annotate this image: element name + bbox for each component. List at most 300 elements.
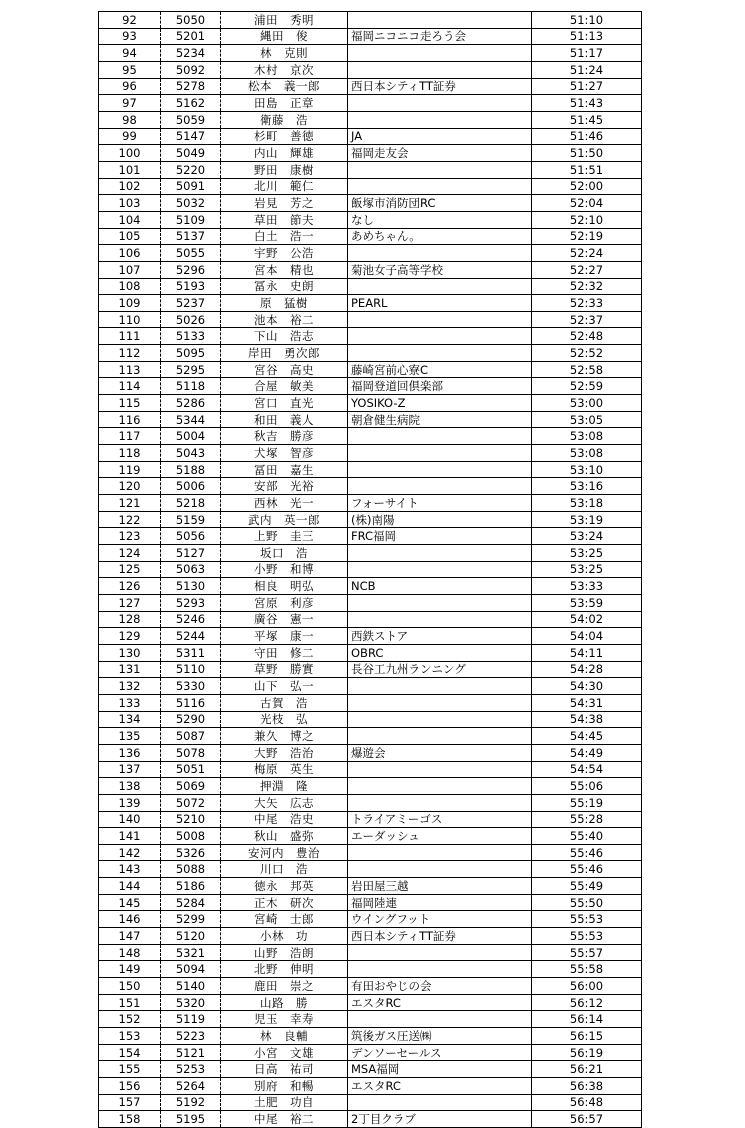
- team-cell: [348, 561, 532, 578]
- bib-cell: 5091: [161, 178, 221, 195]
- bib-cell: 5127: [161, 545, 221, 562]
- table-row: [99, 894, 642, 911]
- finish-time-cell: 55:53: [532, 911, 642, 928]
- bib-cell: 5253: [161, 1061, 221, 1078]
- rank-cell: 154: [99, 1044, 161, 1061]
- runner-name-cell: 杉町 善徳: [221, 128, 348, 145]
- finish-time-cell: 53:05: [532, 411, 642, 428]
- rank-cell: 98: [99, 111, 161, 128]
- team-cell: [348, 711, 532, 728]
- finish-time-cell: 52:24: [532, 245, 642, 262]
- runner-name-cell: 下山 浩志: [221, 328, 348, 345]
- table-row: [99, 961, 642, 978]
- team-cell: エスタRC: [348, 1078, 532, 1095]
- bib-cell: 5078: [161, 744, 221, 761]
- rank-cell: 141: [99, 828, 161, 845]
- rank-cell: 150: [99, 978, 161, 995]
- rank-cell: 109: [99, 295, 161, 312]
- runner-name-cell: 光枝 弘: [221, 711, 348, 728]
- finish-time-cell: 54:11: [532, 644, 642, 661]
- runner-name-cell: 林 克則: [221, 45, 348, 62]
- finish-time-cell: 53:59: [532, 594, 642, 611]
- finish-time-cell: 56:48: [532, 1094, 642, 1111]
- table-row: [99, 978, 642, 995]
- table-row: [99, 545, 642, 562]
- finish-time-cell: 53:19: [532, 511, 642, 528]
- table-row: [99, 778, 642, 795]
- results-table: [98, 11, 642, 1128]
- team-cell: [348, 944, 532, 961]
- runner-name-cell: 安河内 豊治: [221, 844, 348, 861]
- runner-name-cell: 武内 英一郎: [221, 511, 348, 528]
- runner-name-cell: 内山 輝雄: [221, 145, 348, 162]
- finish-time-cell: 54:49: [532, 744, 642, 761]
- rank-cell: 134: [99, 711, 161, 728]
- finish-time-cell: 54:38: [532, 711, 642, 728]
- table-row: [99, 111, 642, 128]
- runner-name-cell: 林 良輔: [221, 1028, 348, 1045]
- table-row: [99, 211, 642, 228]
- bib-cell: 5116: [161, 694, 221, 711]
- table-row: [99, 145, 642, 162]
- bib-cell: 5284: [161, 894, 221, 911]
- team-cell: 筑後ガス圧送㈱: [348, 1028, 532, 1045]
- table-row: [99, 744, 642, 761]
- team-cell: OBRC: [348, 644, 532, 661]
- team-cell: [348, 694, 532, 711]
- bib-cell: 5069: [161, 778, 221, 795]
- team-cell: 飯塚市消防団RC: [348, 195, 532, 212]
- finish-time-cell: 51:10: [532, 12, 642, 29]
- table-row: [99, 395, 642, 412]
- rank-cell: 95: [99, 61, 161, 78]
- table-row: [99, 944, 642, 961]
- team-cell: 2丁目クラブ: [348, 1111, 532, 1128]
- rank-cell: 104: [99, 211, 161, 228]
- bib-cell: 5120: [161, 928, 221, 945]
- finish-time-cell: 51:46: [532, 128, 642, 145]
- table-row: [99, 461, 642, 478]
- rank-cell: 125: [99, 561, 161, 578]
- bib-cell: 5320: [161, 994, 221, 1011]
- team-cell: 福岡走友会: [348, 145, 532, 162]
- team-cell: 岩田屋三越: [348, 878, 532, 895]
- team-cell: [348, 12, 532, 29]
- runner-name-cell: 浦田 秀明: [221, 12, 348, 29]
- table-row: [99, 195, 642, 212]
- rank-cell: 115: [99, 395, 161, 412]
- team-cell: [348, 95, 532, 112]
- runner-name-cell: 宮谷 高史: [221, 361, 348, 378]
- table-row: [99, 161, 642, 178]
- bib-cell: 5109: [161, 211, 221, 228]
- bib-cell: 5063: [161, 561, 221, 578]
- finish-time-cell: 54:30: [532, 678, 642, 695]
- rank-cell: 149: [99, 961, 161, 978]
- rank-cell: 128: [99, 611, 161, 628]
- runner-name-cell: 北野 伸明: [221, 961, 348, 978]
- table-row: [99, 28, 642, 45]
- team-cell: 西日本シティTT証券: [348, 78, 532, 95]
- rank-cell: 114: [99, 378, 161, 395]
- finish-time-cell: 55:19: [532, 794, 642, 811]
- bib-cell: 5004: [161, 428, 221, 445]
- rank-cell: 117: [99, 428, 161, 445]
- team-cell: エーダッシュ: [348, 828, 532, 845]
- team-cell: なし: [348, 211, 532, 228]
- finish-time-cell: 55:57: [532, 944, 642, 961]
- table-row: [99, 361, 642, 378]
- team-cell: 福岡ニコニコ走ろう会: [348, 28, 532, 45]
- rank-cell: 110: [99, 311, 161, 328]
- bib-cell: 5344: [161, 411, 221, 428]
- rank-cell: 148: [99, 944, 161, 961]
- finish-time-cell: 51:43: [532, 95, 642, 112]
- table-row: [99, 628, 642, 645]
- runner-name-cell: 冨田 嘉生: [221, 461, 348, 478]
- runner-name-cell: 中尾 浩史: [221, 811, 348, 828]
- table-row: [99, 728, 642, 745]
- runner-name-cell: 別府 和暢: [221, 1078, 348, 1095]
- runner-name-cell: 宇野 公浩: [221, 245, 348, 262]
- team-cell: 西日本シティTT証券: [348, 928, 532, 945]
- bib-cell: 5299: [161, 911, 221, 928]
- rank-cell: 96: [99, 78, 161, 95]
- runner-name-cell: 岩見 芳之: [221, 195, 348, 212]
- finish-time-cell: 53:33: [532, 578, 642, 595]
- rank-cell: 130: [99, 644, 161, 661]
- rank-cell: 116: [99, 411, 161, 428]
- table-row: [99, 245, 642, 262]
- rank-cell: 151: [99, 994, 161, 1011]
- runner-name-cell: 平塚 康一: [221, 628, 348, 645]
- finish-time-cell: 54:02: [532, 611, 642, 628]
- runner-name-cell: 山路 勝: [221, 994, 348, 1011]
- runner-name-cell: 縄田 俊: [221, 28, 348, 45]
- runner-name-cell: 兼久 博之: [221, 728, 348, 745]
- table-row: [99, 811, 642, 828]
- bib-cell: 5218: [161, 495, 221, 512]
- finish-time-cell: 52:58: [532, 361, 642, 378]
- runner-name-cell: 小宮 文雄: [221, 1044, 348, 1061]
- finish-time-cell: 54:28: [532, 661, 642, 678]
- team-cell: ウイングフット: [348, 911, 532, 928]
- bib-cell: 5295: [161, 361, 221, 378]
- rank-cell: 111: [99, 328, 161, 345]
- runner-name-cell: 徳永 邦英: [221, 878, 348, 895]
- table-row: [99, 994, 642, 1011]
- finish-time-cell: 56:57: [532, 1111, 642, 1128]
- runner-name-cell: 山下 弘一: [221, 678, 348, 695]
- finish-time-cell: 54:31: [532, 694, 642, 711]
- team-cell: [348, 111, 532, 128]
- runner-name-cell: 田島 正章: [221, 95, 348, 112]
- team-cell: [348, 761, 532, 778]
- runner-name-cell: 坂口 浩: [221, 545, 348, 562]
- team-cell: 藤崎宮前心寮C: [348, 361, 532, 378]
- table-row: [99, 61, 642, 78]
- team-cell: [348, 778, 532, 795]
- bib-cell: 5088: [161, 861, 221, 878]
- rank-cell: 156: [99, 1078, 161, 1095]
- runner-name-cell: 原 猛樹: [221, 295, 348, 312]
- bib-cell: 5059: [161, 111, 221, 128]
- bib-cell: 5043: [161, 445, 221, 462]
- finish-time-cell: 53:10: [532, 461, 642, 478]
- team-cell: 爆遊会: [348, 744, 532, 761]
- table-row: [99, 861, 642, 878]
- bib-cell: 5055: [161, 245, 221, 262]
- team-cell: エスタRC: [348, 994, 532, 1011]
- team-cell: [348, 794, 532, 811]
- runner-name-cell: 小林 功: [221, 928, 348, 945]
- bib-cell: 5110: [161, 661, 221, 678]
- team-cell: 福岡陸連: [348, 894, 532, 911]
- table-row: [99, 445, 642, 462]
- finish-time-cell: 53:08: [532, 428, 642, 445]
- table-row: [99, 78, 642, 95]
- finish-time-cell: 55:49: [532, 878, 642, 895]
- rank-cell: 158: [99, 1111, 161, 1128]
- bib-cell: 5094: [161, 961, 221, 978]
- table-row: [99, 95, 642, 112]
- rank-cell: 108: [99, 278, 161, 295]
- team-cell: [348, 328, 532, 345]
- bib-cell: 5137: [161, 228, 221, 245]
- finish-time-cell: 55:53: [532, 928, 642, 945]
- rank-cell: 143: [99, 861, 161, 878]
- table-row: [99, 411, 642, 428]
- team-cell: 長谷工九州ランニング: [348, 661, 532, 678]
- runner-name-cell: 土肥 功自: [221, 1094, 348, 1111]
- team-cell: [348, 161, 532, 178]
- finish-time-cell: 52:04: [532, 195, 642, 212]
- bib-cell: 5326: [161, 844, 221, 861]
- rank-cell: 155: [99, 1061, 161, 1078]
- team-cell: [348, 611, 532, 628]
- finish-time-cell: 56:19: [532, 1044, 642, 1061]
- team-cell: NCB: [348, 578, 532, 595]
- runner-name-cell: 犬塚 智彦: [221, 445, 348, 462]
- team-cell: MSA福岡: [348, 1061, 532, 1078]
- team-cell: [348, 278, 532, 295]
- runner-name-cell: 宮口 直光: [221, 395, 348, 412]
- bib-cell: 5095: [161, 345, 221, 362]
- table-row: [99, 45, 642, 62]
- table-row: [99, 328, 642, 345]
- team-cell: JA: [348, 128, 532, 145]
- runner-name-cell: 山野 浩朗: [221, 944, 348, 961]
- table-row: [99, 1111, 642, 1128]
- bib-cell: 5162: [161, 95, 221, 112]
- table-row: [99, 178, 642, 195]
- finish-time-cell: 56:15: [532, 1028, 642, 1045]
- table-row: [99, 495, 642, 512]
- rank-cell: 120: [99, 478, 161, 495]
- rank-cell: 133: [99, 694, 161, 711]
- rank-cell: 136: [99, 744, 161, 761]
- finish-time-cell: 55:50: [532, 894, 642, 911]
- bib-cell: 5278: [161, 78, 221, 95]
- bib-cell: 5192: [161, 1094, 221, 1111]
- table-row: [99, 378, 642, 395]
- bib-cell: 5026: [161, 311, 221, 328]
- finish-time-cell: 54:04: [532, 628, 642, 645]
- bib-cell: 5133: [161, 328, 221, 345]
- team-cell: [348, 428, 532, 445]
- finish-time-cell: 54:45: [532, 728, 642, 745]
- runner-name-cell: 北川 範仁: [221, 178, 348, 195]
- team-cell: [348, 844, 532, 861]
- rank-cell: 142: [99, 844, 161, 861]
- rank-cell: 138: [99, 778, 161, 795]
- table-row: [99, 478, 642, 495]
- bib-cell: 5246: [161, 611, 221, 628]
- bib-cell: 5234: [161, 45, 221, 62]
- rank-cell: 102: [99, 178, 161, 195]
- bib-cell: 5092: [161, 61, 221, 78]
- finish-time-cell: 53:25: [532, 561, 642, 578]
- finish-time-cell: 52:33: [532, 295, 642, 312]
- bib-cell: 5050: [161, 12, 221, 29]
- table-row: [99, 278, 642, 295]
- finish-time-cell: 51:24: [532, 61, 642, 78]
- finish-time-cell: 56:38: [532, 1078, 642, 1095]
- team-cell: [348, 478, 532, 495]
- team-cell: [348, 311, 532, 328]
- rank-cell: 100: [99, 145, 161, 162]
- runner-name-cell: 木村 京次: [221, 61, 348, 78]
- bib-cell: 5210: [161, 811, 221, 828]
- team-cell: [348, 461, 532, 478]
- bib-cell: 5223: [161, 1028, 221, 1045]
- finish-time-cell: 52:59: [532, 378, 642, 395]
- team-cell: [348, 345, 532, 362]
- table-row: [99, 1094, 642, 1111]
- table-row: [99, 611, 642, 628]
- rank-cell: 94: [99, 45, 161, 62]
- rank-cell: 135: [99, 728, 161, 745]
- rank-cell: 106: [99, 245, 161, 262]
- bib-cell: 5264: [161, 1078, 221, 1095]
- table-row: [99, 844, 642, 861]
- table-row: [99, 644, 642, 661]
- bib-cell: 5008: [161, 828, 221, 845]
- runner-name-cell: 宮本 精也: [221, 261, 348, 278]
- runner-name-cell: 相良 明弘: [221, 578, 348, 595]
- team-cell: 福岡登道回倶楽部: [348, 378, 532, 395]
- runner-name-cell: 松本 義一郎: [221, 78, 348, 95]
- rank-cell: 122: [99, 511, 161, 528]
- finish-time-cell: 55:58: [532, 961, 642, 978]
- rank-cell: 99: [99, 128, 161, 145]
- team-cell: [348, 1011, 532, 1028]
- table-row: [99, 711, 642, 728]
- table-row: [99, 1011, 642, 1028]
- team-cell: [348, 245, 532, 262]
- team-cell: YOSIKO-Z: [348, 395, 532, 412]
- rank-cell: 112: [99, 345, 161, 362]
- rank-cell: 97: [99, 95, 161, 112]
- runner-name-cell: 梅原 英生: [221, 761, 348, 778]
- finish-time-cell: 55:46: [532, 861, 642, 878]
- finish-time-cell: 53:18: [532, 495, 642, 512]
- bib-cell: 5147: [161, 128, 221, 145]
- rank-cell: 93: [99, 28, 161, 45]
- runner-name-cell: 秋吉 勝彦: [221, 428, 348, 445]
- table-row: [99, 12, 642, 29]
- finish-time-cell: 51:27: [532, 78, 642, 95]
- finish-time-cell: 55:06: [532, 778, 642, 795]
- bib-cell: 5195: [161, 1111, 221, 1128]
- table-row: [99, 128, 642, 145]
- table-row: [99, 311, 642, 328]
- team-cell: 朝倉健生病院: [348, 411, 532, 428]
- runner-name-cell: 正木 研次: [221, 894, 348, 911]
- bib-cell: 5293: [161, 594, 221, 611]
- runner-name-cell: 合屋 敏美: [221, 378, 348, 395]
- bib-cell: 5006: [161, 478, 221, 495]
- rank-cell: 118: [99, 445, 161, 462]
- finish-time-cell: 53:08: [532, 445, 642, 462]
- table-row: [99, 828, 642, 845]
- rank-cell: 92: [99, 12, 161, 29]
- table-row: [99, 1078, 642, 1095]
- team-cell: [348, 178, 532, 195]
- finish-time-cell: 53:16: [532, 478, 642, 495]
- bib-cell: 5159: [161, 511, 221, 528]
- rank-cell: 123: [99, 528, 161, 545]
- team-cell: [348, 45, 532, 62]
- runner-name-cell: 児玉 幸寿: [221, 1011, 348, 1028]
- table-row: [99, 678, 642, 695]
- rank-cell: 153: [99, 1028, 161, 1045]
- bib-cell: 5032: [161, 195, 221, 212]
- runner-name-cell: 草野 勝實: [221, 661, 348, 678]
- bib-cell: 5051: [161, 761, 221, 778]
- team-cell: 菊池女子高等学校: [348, 261, 532, 278]
- finish-time-cell: 51:13: [532, 28, 642, 45]
- rank-cell: 101: [99, 161, 161, 178]
- finish-time-cell: 51:50: [532, 145, 642, 162]
- runner-name-cell: 鹿田 崇之: [221, 978, 348, 995]
- finish-time-cell: 56:12: [532, 994, 642, 1011]
- finish-time-cell: 55:40: [532, 828, 642, 845]
- team-cell: (株)南陽: [348, 511, 532, 528]
- rank-cell: 126: [99, 578, 161, 595]
- table-row: [99, 428, 642, 445]
- bib-cell: 5311: [161, 644, 221, 661]
- rank-cell: 152: [99, 1011, 161, 1028]
- table-row: [99, 295, 642, 312]
- runner-name-cell: 安部 光裕: [221, 478, 348, 495]
- bib-cell: 5188: [161, 461, 221, 478]
- runner-name-cell: 岸田 勇次郎: [221, 345, 348, 362]
- table-row: [99, 261, 642, 278]
- bib-cell: 5087: [161, 728, 221, 745]
- table-row: [99, 561, 642, 578]
- runner-name-cell: 宮原 利彦: [221, 594, 348, 611]
- bib-cell: 5186: [161, 878, 221, 895]
- rank-cell: 121: [99, 495, 161, 512]
- team-cell: [348, 678, 532, 695]
- team-cell: [348, 1094, 532, 1111]
- team-cell: 西鉄ストア: [348, 628, 532, 645]
- finish-time-cell: 52:00: [532, 178, 642, 195]
- finish-time-cell: 53:00: [532, 395, 642, 412]
- runner-name-cell: 中尾 裕二: [221, 1111, 348, 1128]
- table-row: [99, 228, 642, 245]
